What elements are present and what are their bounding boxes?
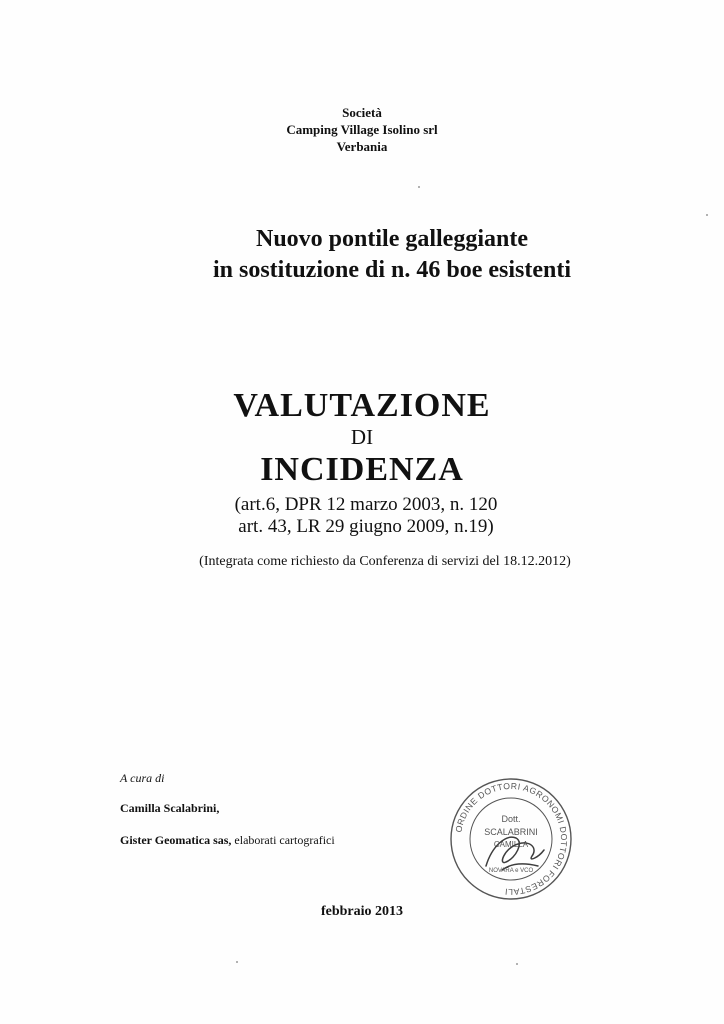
project-title-line1: Nuovo pontile galleggiante [255,226,528,252]
scan-speck [516,963,518,965]
seal-title: Dott. [501,814,521,824]
scan-speck [236,961,238,963]
scan-speck [418,186,420,188]
seal-province: NOVARA e VCO [488,868,534,874]
credits-company-line [120,832,335,848]
seal-surname: SCALABRINI [484,827,538,837]
integration-note: (Integrata come richiesto da Conferenza di servizi del 18.12.2012) [199,554,571,569]
document-date: febbraio 2013 [320,904,404,919]
legal-references [4,494,724,538]
document-type-line2: DI [350,425,374,449]
document-type-line3: INCIDENZA [260,451,464,488]
client-city: Verbania [336,139,388,154]
credits-company: Gister Geomatica sas, [120,833,232,847]
client-header [0,104,724,155]
client-name: Camping Village Isolino srl [286,122,438,137]
document-type-line1: VALUTAZIONE [233,387,491,424]
project-title [30,224,724,286]
client-header-line1: Società [342,105,382,120]
credits-block [120,770,335,864]
seal-name: CAMILLA [493,840,529,849]
seal-outer-ring [451,779,571,899]
legal-reference-line2: art. 43, LR 29 giugno 2009, n.19) [238,516,494,537]
scan-speck [706,214,708,216]
official-seal-icon [446,774,576,904]
seal-ring-text: ORDINE DOTTORI AGRONOMI DOTTORI FORESTALI [453,780,570,898]
project-title-line2: in sostituzione di n. 46 boe esistenti [212,257,572,283]
credits-author: Camilla Scalabrini, [120,801,220,815]
credits-intro: A cura di [120,771,165,785]
legal-reference-line1: (art.6, DPR 12 marzo 2003, n. 120 [234,494,498,515]
credits-company-role: elaborati cartografici [234,833,335,847]
